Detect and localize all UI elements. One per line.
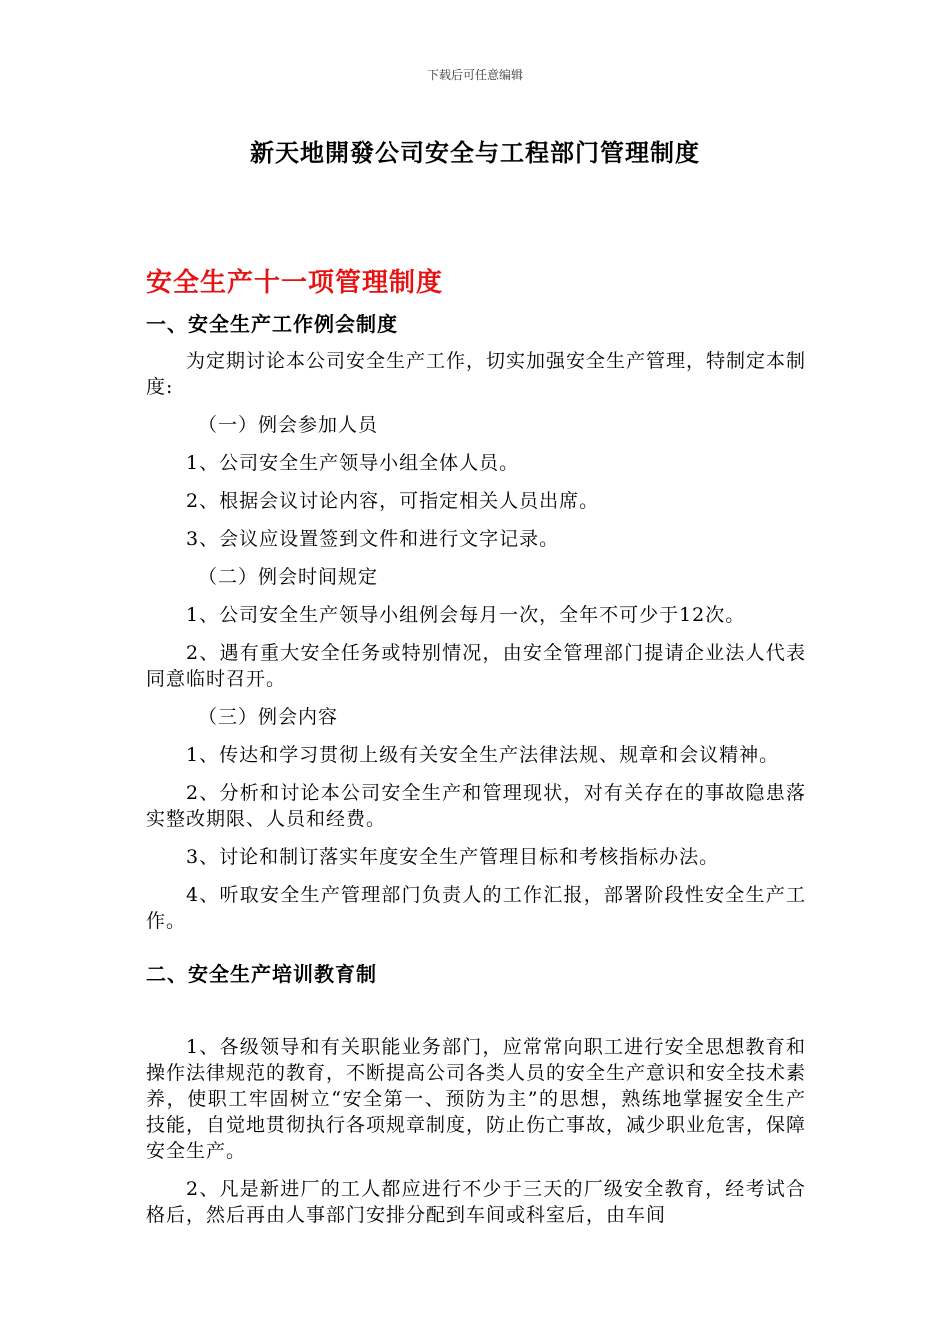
list-item: 3、会议应设置签到文件和进行文字记录。 — [186, 528, 560, 550]
header-note: 下载后可任意编辑 — [426, 68, 523, 82]
subheading-content: （三）例会内容 — [198, 706, 339, 728]
subheading-schedule: （二）例会时间规定 — [198, 566, 379, 588]
list-item: 2、凡是新进厂的工人都应进行不少于三天的厂级安全教育，经考试合格后，然后再由人事部门安排分配到车间或科室后，由车间 — [146, 1178, 806, 1226]
section-title: 安全生产十一项管理制度 — [146, 268, 444, 298]
list-item: 1、公司安全生产领导小组例会每月一次，全年不可少于12次。 — [186, 604, 746, 626]
list-item: 2、遇有重大安全任务或特别情况，由安全管理部门提请企业法人代表同意临时召开。 — [146, 642, 806, 690]
list-item: 2、分析和讨论本公司安全生产和管理现状，对有关存在的事故隐患落实整改期限、人员和经费。 — [146, 782, 806, 830]
list-item: 4、听取安全生产管理部门负责人的工作汇报，部署阶段性安全生产工作。 — [146, 884, 806, 932]
document-title: 新天地開發公司安全与工程部门管理制度 — [250, 138, 700, 167]
subheading-attendees: （一）例会参加人员 — [198, 414, 379, 436]
document-body — [146, 266, 806, 1240]
list-item: 2、根据会议讨论内容，可指定相关人员出席。 — [186, 490, 600, 512]
list-item: 1、传达和学习贯彻上级有关安全生产法律法规、规章和会议精神。 — [186, 744, 780, 766]
part1-heading: 一、安全生产工作例会制度 — [146, 312, 398, 336]
part2-heading: 二、安全生产培训教育制 — [146, 962, 377, 986]
part1-intro: 为定期讨论本公司安全生产工作，切实加强安全生产管理，特制定本制度: — [146, 350, 807, 398]
list-item: 3、讨论和制订落实年度安全生产管理目标和考核指标办法。 — [186, 846, 720, 868]
list-item: 1、各级领导和有关职能业务部门，应常常向职工进行安全思想教育和操作法律规范的教育，不断提高公司各类人员的安全生产意识和安全技术素养，使职工牢固树立“安全第一、预防为主”的思想，熟练地掌握安全生产技能，自觉地贯彻执行各项规章制度，防止伤亡事故，减少职业危害，保障安全生产。 — [146, 1036, 807, 1162]
list-item: 1、公司安全生产领导小组全体人员。 — [186, 452, 520, 474]
